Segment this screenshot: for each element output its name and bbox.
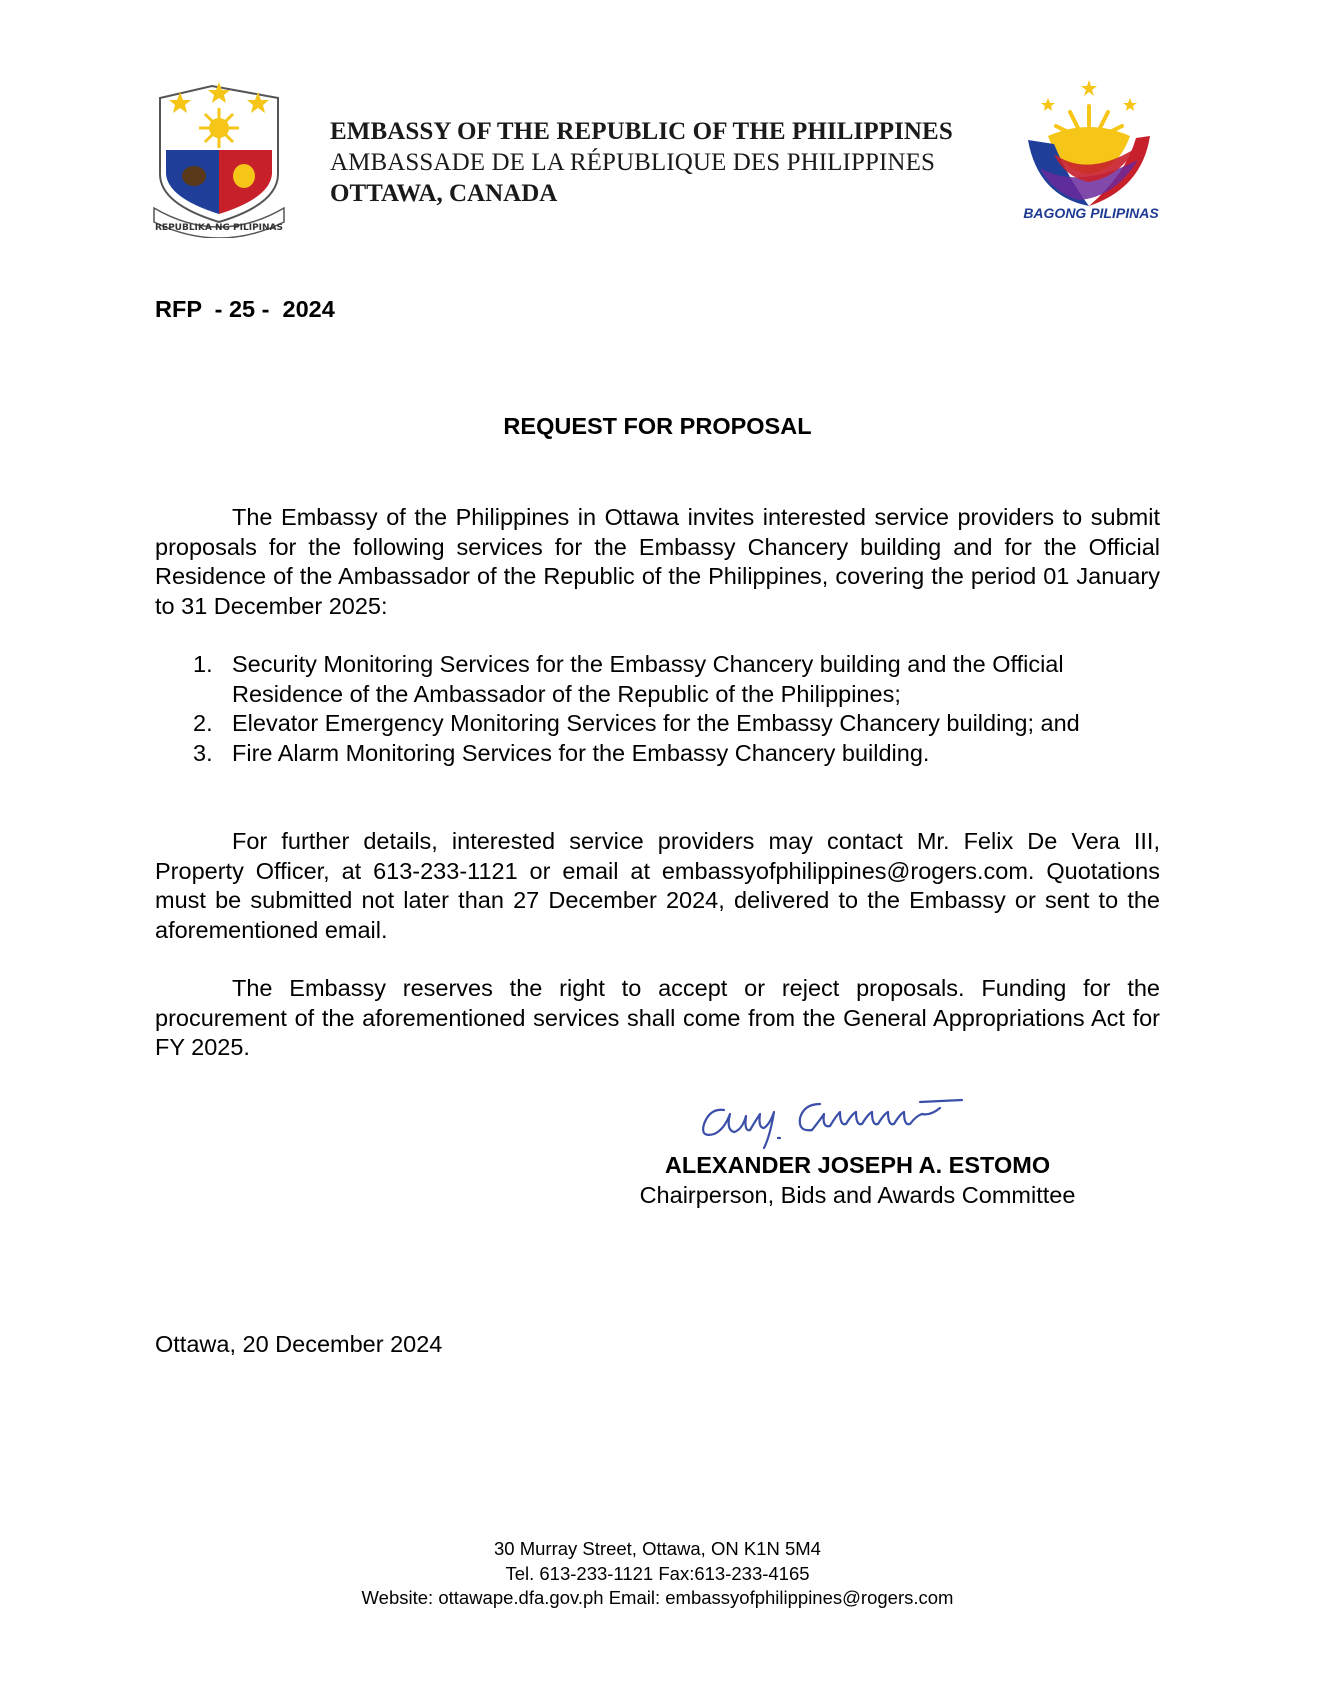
dateline: Ottawa, 20 December 2024 xyxy=(155,1331,443,1357)
footer-address: 30 Murray Street, Ottawa, ON K1N 5M4 xyxy=(494,1538,821,1559)
handwritten-signature xyxy=(690,1080,1010,1150)
details-paragraph: For further details, interested service providers may contact Mr. Felix De Vera III, Property Officer, at 613-233-1121 or email at embassyofphilippines@rogers.com. Quotations must be submitted not later than 27 December 2024, delivered to the Embassy or sent to the aforementioned email. xyxy=(155,828,1160,943)
footer-web: Website: ottawape.dfa.gov.ph Email: embassyofphilippines@rogers.com xyxy=(361,1587,954,1608)
services-list xyxy=(155,650,1160,768)
bagong-pilipinas-logo xyxy=(1018,78,1160,220)
letterhead xyxy=(330,116,953,209)
list-item-text: Elevator Emergency Monitoring Services for the Embassy Chancery building; and xyxy=(232,710,1080,736)
intro-paragraph: The Embassy of the Philippines in Ottawa invites interested service providers to submit proposals for the following services for the Embassy Chancery building and for the Official Residence of the Ambassador of the Republic of the Philippines, covering the period 01 January to 31 December 2025: xyxy=(155,504,1160,619)
footer-phone: Tel. 613-233-1121 Fax:613-233-4165 xyxy=(505,1562,810,1584)
letterhead-line-2: AMBASSADE DE LA RÉPUBLIQUE DES PHILIPPINES xyxy=(330,149,935,176)
letterhead-line-1: EMBASSY OF THE REPUBLIC OF THE PHILIPPINES xyxy=(330,118,953,145)
list-item xyxy=(155,739,1160,769)
list-item-text: Security Monitoring Services for the Embassy Chancery building and the Official Residence of the Ambassador of the Republic of the Philippines; xyxy=(232,651,1064,707)
letterhead-line-3: OTTAWA, CANADA xyxy=(330,180,558,207)
document-title: REQUEST FOR PROPOSAL xyxy=(503,413,812,439)
rfp-reference-number: RFP - 25 - 2024 xyxy=(155,296,335,322)
list-item-text: Fire Alarm Monitoring Services for the Embassy Chancery building. xyxy=(232,739,930,766)
list-item-number: 3. xyxy=(193,739,213,766)
list-item xyxy=(155,709,1160,739)
philippine-coat-of-arms-seal xyxy=(150,76,288,238)
seal-ribbon-text: REPUBLIKA NG PILIPINAS xyxy=(154,223,284,233)
bagong-pilipinas-label: BAGONG PILIPINAS xyxy=(1023,205,1159,221)
list-item-number: 1. xyxy=(193,651,213,677)
closing-paragraph: The Embassy reserves the right to accept or reject proposals. Funding for the procurement of the aforementioned services shall come from the General Appropriations Act for FY 2025. xyxy=(155,975,1160,1060)
signatory-block xyxy=(600,1150,1115,1210)
list-item-number: 2. xyxy=(193,710,213,736)
footer-contact xyxy=(155,1537,1160,1611)
list-item xyxy=(155,650,1160,709)
signatory-role: Chairperson, Bids and Awards Committee xyxy=(639,1182,1076,1208)
signatory-name: ALEXANDER JOSEPH A. ESTOMO xyxy=(664,1152,1051,1178)
